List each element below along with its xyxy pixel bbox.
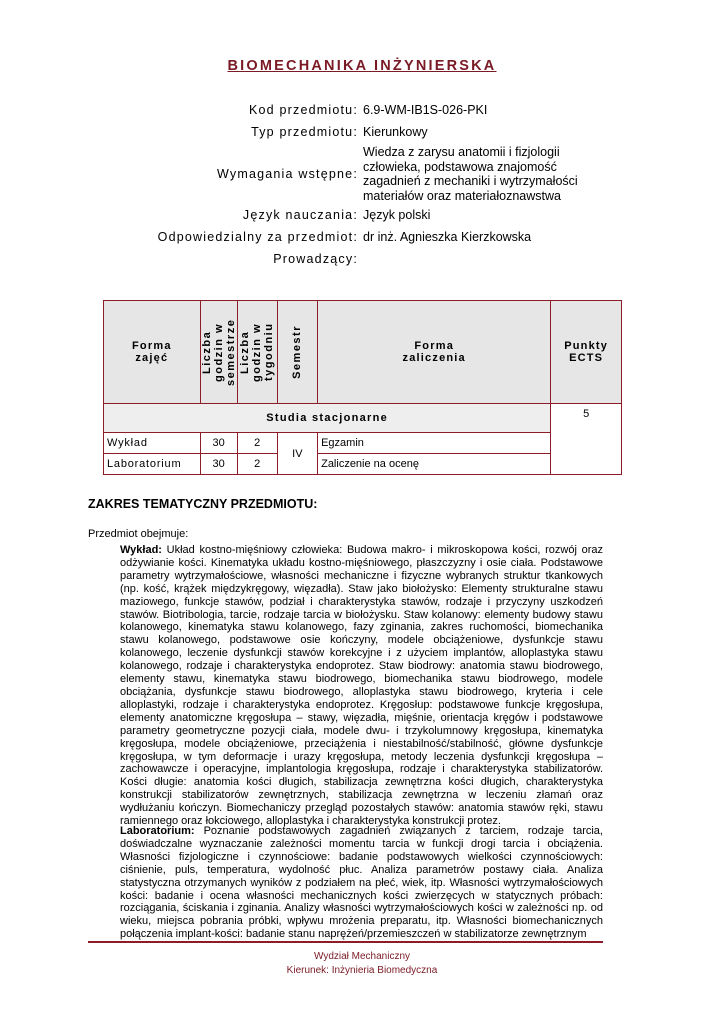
footer-kierunek: Kierunek: Inżynieria Biomedyczna xyxy=(286,965,438,976)
ects-value: 5 xyxy=(551,404,622,475)
meta-label-wymagania: Wymagania wstępne: xyxy=(217,167,358,181)
course-table xyxy=(103,300,622,475)
header-punkty-ects: Punkty ECTS xyxy=(551,301,622,404)
meta-label-prowadzacy: Prowadzący: xyxy=(273,252,358,266)
table-row xyxy=(104,433,622,454)
meta-label-odpowiedzialny: Odpowiedzialny za przedmiot: xyxy=(157,230,358,244)
studia-label: Studia stacjonarne xyxy=(104,404,551,433)
row-godz-tyg: 2 xyxy=(237,433,277,454)
row-godz-sem: 30 xyxy=(200,433,237,454)
section-title: ZAKRES TEMATYCZNY PRZEDMIOTU: xyxy=(88,497,318,511)
meta-label-jezyk: Język nauczania: xyxy=(242,208,358,222)
table-header-row xyxy=(104,301,622,404)
wyklad-text: Układ kostno-mięśniowy człowieka: Budowa makro- i mikroskopowa kości, rozwój oraz odżywianie kości. Kinematyka układu kostno-mięśniowego, płaszczyzny i osie ciała. Podstawowe parametry wytrzymałościowe, własności mechaniczne i fizyczne wybranych struktur tkankowych (np. kość, krążek międzykręgowy, więzadła). Staw jako biołożysko: Elementy strukturalne stawu maziowego, funkcje stawów, podział i charakterystyka stawów, rodzaje i przyczyny uszkodzeń stawów. Biotribologia, tarcie, rodzaje tarcia w biołożysku. Staw kolanowy: elementy budowy stawu kolanowego, kinematyka stawu kolanowego, fazy zginania, zakres ruchomości, biomechanika stawu kolanowego, podstawowe osie kończyny, modele obciążeniowe, dysfunkcje stawu kolanowego, leczenie dysfunkcji stawów korekcyjne i z użyciem implantów, alloplastyka stawu kolanowego, rodzaje i charakterystyka endoprotez. Staw biodrowy: anatomia stawu biodrowego, elementy stawu, kinematyka stawu biodrowego, biomechanika stawu biodrowego, modele obciążania, dysfunkcje stawu biodrowego, alloplastyka stawu biodrowego, kryteria i cele alloplastyki, rodzaje i charakterystyka endoprotez. Kręgosłup: podstawowe funkcje kręgosłupa, elementy anatomiczne kręgosłupa – stawy, więzadła, mięśnie, orientacja kręgów i podstawowe parametry geometryczne pozycji ciała, modele dwu- i trzykolumnowy kręgosłupa, kinematyka kręgosłupa, modele obciążeniowe, przeciążenia i niestabilność/stabilność, główne dysfunkcje kręgosłupa, w tym deformacje i urazy kręgosłupa, metody leczenia dysfunkcji kręgosłupa – zachowawcze i operacyjne, implantologia kręgosłupa, rodzaje i charakterystyka stabilizatorów. Kości długie: anatomia kości długich, stabilizacja zewnętrzna kości długich, charakterystyka konstrukcji stabilizatorów zewnętrznych, stabilizacja zewnętrzna w leczeniu złamań oraz wydłużaniu kończyn. Biomechaniczy przegląd pozostałych stawów: anatomia stawów ręki, stawu ramiennego oraz łokciowego, alloplastyka i charakterystyka konstrukcji protez. xyxy=(120,544,603,828)
row-zaliczenie: Zaliczenie na ocenę xyxy=(318,454,551,475)
meta-value-wymagania: Wiedza z zarysu anatomii i fizjologii człowieka, podstawowa znajomość zagadnień z mechaniki i wytrzymałości materiałów oraz materiałoznawstwa xyxy=(363,145,578,203)
wyklad-label: Wykład: xyxy=(120,544,162,556)
meta-value-typ: Kierunkowy xyxy=(363,125,428,139)
meta-label-kod: Kod przedmiotu: xyxy=(248,103,358,117)
semestr-value: IV xyxy=(277,433,318,475)
row-forma: Wykład xyxy=(104,433,201,454)
wyklad-paragraph xyxy=(120,544,603,828)
row-forma: Laboratorium xyxy=(104,454,201,475)
row-godz-sem: 30 xyxy=(200,454,237,475)
table-studia-row xyxy=(104,404,622,433)
meta-value-jezyk: Język polski xyxy=(363,208,431,222)
header-forma-zajec: Forma zajęć xyxy=(104,301,201,404)
footer-faculty: Wydział Mechaniczny xyxy=(313,951,411,962)
header-forma-zaliczenia: Forma zaliczenia xyxy=(318,301,551,404)
table-row xyxy=(104,454,622,475)
footer-divider xyxy=(88,941,603,943)
meta-label-typ: Typ przedmiotu: xyxy=(251,125,358,139)
header-godzin-semestr: Liczba godzin w semestrze xyxy=(200,301,237,404)
intro-text: Przedmiot obejmuje: xyxy=(88,528,189,540)
meta-value-odpowiedzialny: dr inż. Agnieszka Kierzkowska xyxy=(363,230,532,244)
header-godzin-tydzien: Liczba godzin w tygodniu xyxy=(237,301,277,404)
row-godz-tyg: 2 xyxy=(237,454,277,475)
row-zaliczenie: Egzamin xyxy=(318,433,551,454)
lab-paragraph xyxy=(120,825,603,941)
header-semestr: Semestr xyxy=(277,301,318,404)
document-title: BIOMECHANIKA INŻYNIERSKA xyxy=(227,58,497,74)
meta-value-kod: 6.9-WM-IB1S-026-PKI xyxy=(363,103,488,117)
lab-label: Laboratorium: xyxy=(120,825,195,837)
lab-text: Poznanie podstawowych zagadnień związanych z tarciem, rodzaje tarcia, doświadczalne wyznaczanie zależności momentu tarcia w funkcji drogi tarcia i obciążenia. Własności fizjologiczne i czynnościowe: badanie podstawowych wielkości czynnościowych: ciśnienie, puls, temperatura, wydolność płuc. Analiza parametrów postawy ciała. Analiza statystyczna otrzymanych wyników z podziałem na płeć, wiek, itp. Własności wytrzymałościowych kości: badanie i ocena własności mechanicznych kości zwierzęcych w statycznych próbach: rozciągania, ściskania i zginania. Analizy własności wytrzymałościowych kości w zależności np. od wieku, miejsca pobrania próbki, wpływu mrożenia preparatu, itp. Własności biomechanicznych połączenia implant-kości: badanie stanu naprężeń/przemieszczeń w stabilizatorze zewnętrznym xyxy=(120,825,603,941)
